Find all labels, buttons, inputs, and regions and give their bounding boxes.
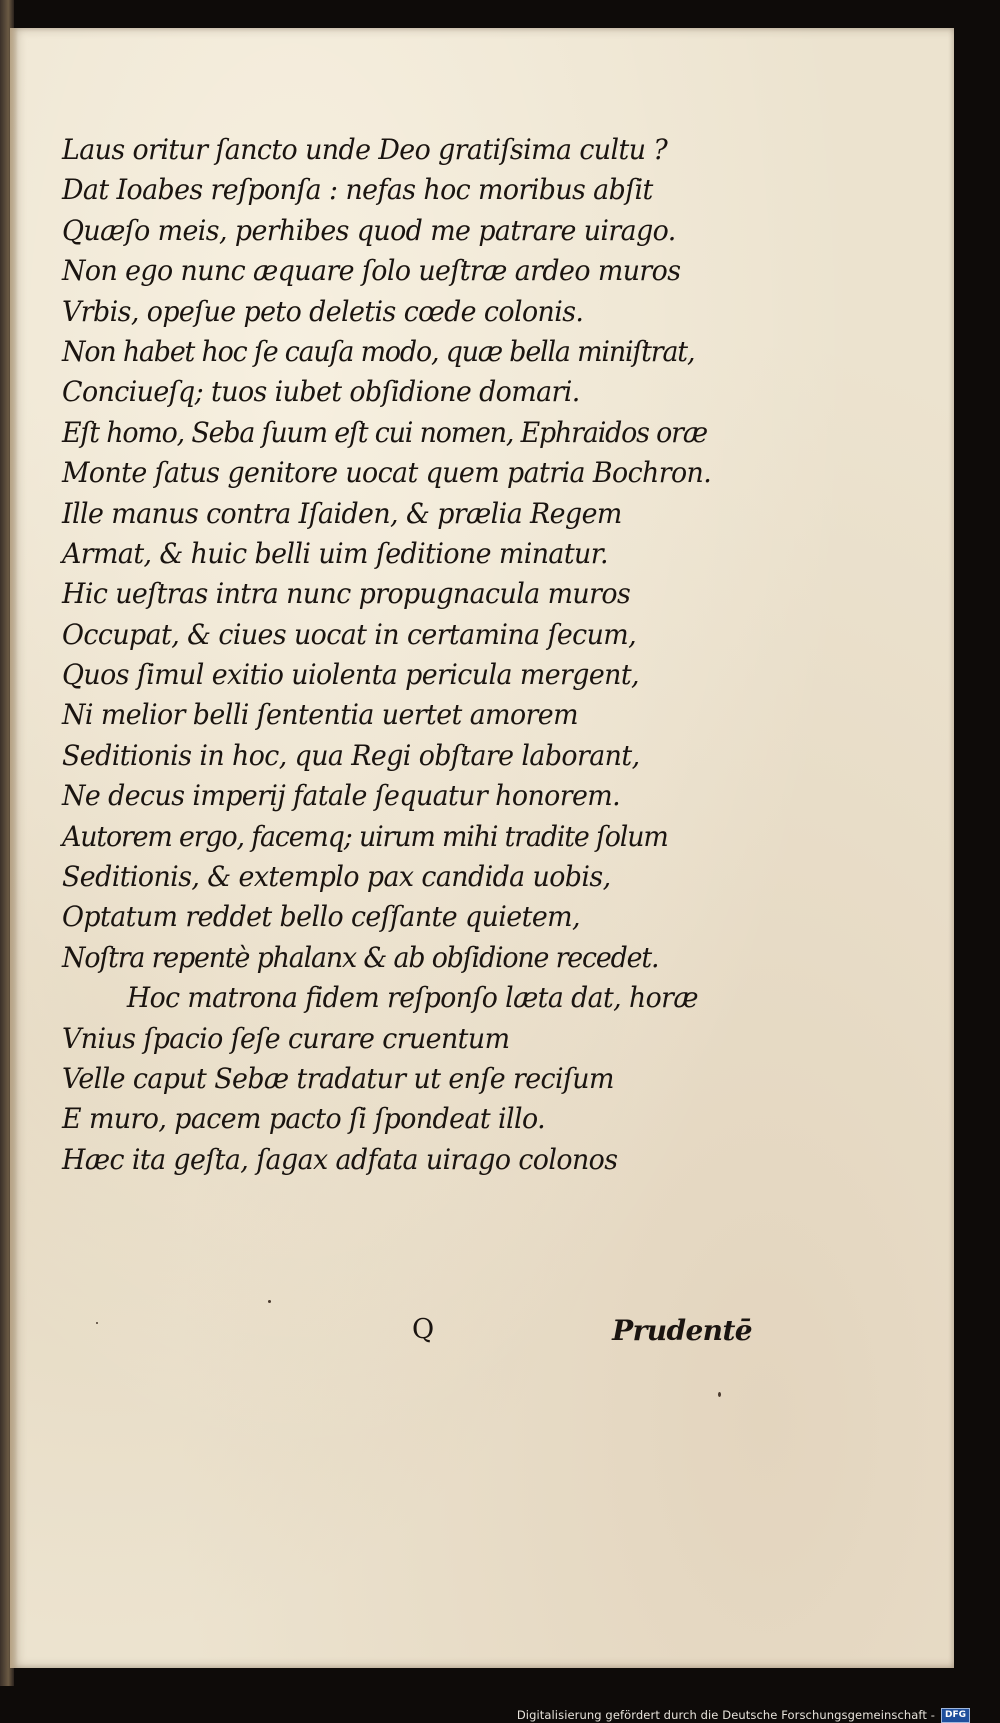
signature-mark: Q [412, 1314, 435, 1345]
verse-line: Velle caput Sebæ tradatur ut enſe reciſum [62, 1061, 614, 1095]
verse-line: Ne decus imperij fatale ſequatur honorem. [62, 779, 621, 813]
verse-line: Hoc matrona fidem reſponſo læta dat, horæ [126, 981, 698, 1015]
digitization-credit [517, 1708, 970, 1722]
page-gutter-shadow [10, 28, 18, 1668]
verse-line: Monte ſatus genitore uocat quem patria Bochron. [62, 456, 712, 490]
verse-text-block [62, 130, 782, 1180]
verse-line: Seditionis, & extemplo pax candida uobis, [62, 860, 611, 894]
paper-speck [718, 1392, 721, 1397]
verse-line: Non ego nunc æquare ſolo ueſtræ ardeo muros [62, 254, 681, 288]
verse-line: Noſtra repentè phalanx & ab obſidione recedet. [62, 940, 659, 974]
verse-line: Quos ſimul exitio uiolenta pericula mergent, [62, 658, 640, 692]
verse-line: Vnius ſpacio ſeſe curare cruentum [62, 1021, 510, 1055]
credit-text: Digitalisierung gefördert durch die Deutsche Forschungsgemeinschaft - [516, 1708, 935, 1722]
verse-line: Ille manus contra Iſaiden, & prælia Regem [62, 496, 622, 530]
paper-speck [96, 1322, 98, 1324]
catchword: Prudentē [612, 1314, 752, 1347]
verse-line: E muro, pacem pacto ſi ſpondeat illo. [62, 1102, 546, 1136]
verse-line: Optatum reddet bello ceſſante quietem, [62, 900, 580, 934]
verse-line: Ni melior belli ſententia uertet amorem [62, 698, 578, 732]
verse-line: Occupat, & ciues uocat in certamina ſecum, [62, 617, 637, 651]
paper-speck [268, 1300, 271, 1303]
page-footer [62, 1314, 752, 1354]
verse-line: Non habet hoc ſe cauſa modo, quæ bella miniſtrat, [62, 334, 695, 368]
dfg-logo-icon: DFG [941, 1708, 970, 1723]
verse-line: Seditionis in hoc, qua Regi obſtare laborant, [62, 738, 640, 772]
verse-line: Conciueſq; tuos iubet obſidione domari. [62, 375, 580, 409]
verse-line: Autorem ergo, facemq; uirum mihi tradite ſolum [62, 819, 668, 853]
verse-line: Hic ueſtras intra nunc propugnacula muros [62, 577, 631, 611]
verse-line: Hæc ita geſta, ſagax adfata uirago colonos [62, 1142, 618, 1176]
verse-line: Dat Ioabes reſponſa : nefas hoc moribus abſit [62, 173, 653, 207]
verse-line: Armat, & huic belli uim ſeditione minatur. [62, 536, 609, 570]
verse-line: Quæſo meis, perhibes quod me patrare uirago. [62, 213, 676, 247]
verse-line: Vrbis, opeſue peto deletis cœde colonis. [62, 294, 584, 328]
verse-line: Eſt homo, Seba ſuum eſt cui nomen, Ephraidos oræ [62, 415, 707, 449]
verse-line: Laus oritur ſancto unde Deo gratiſsima cultu ? [62, 133, 668, 166]
